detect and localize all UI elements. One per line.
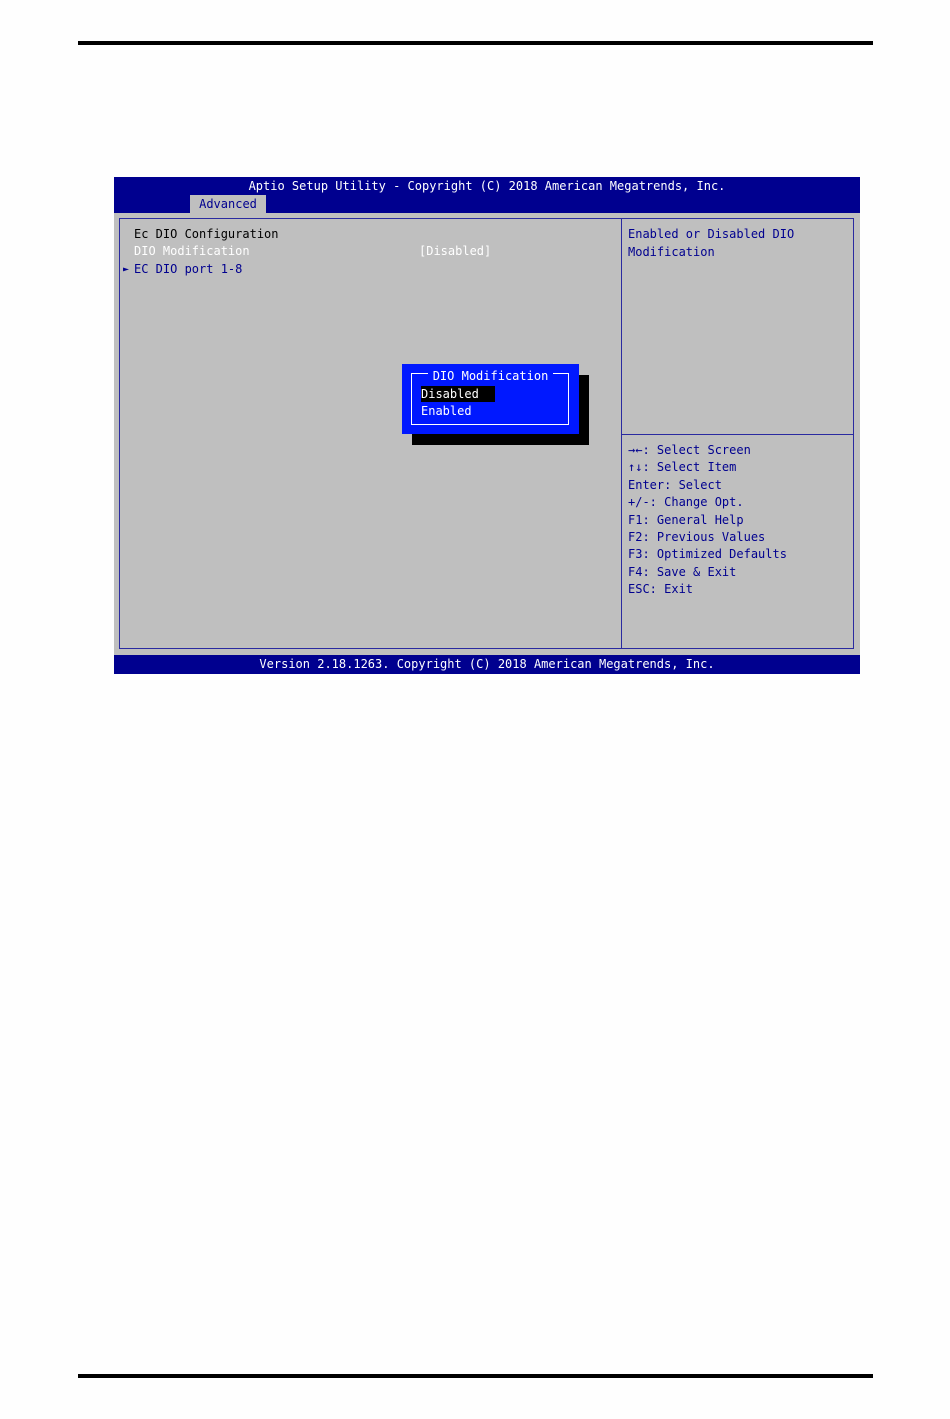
- dio-modification-value[interactable]: [Disabled]: [419, 244, 492, 258]
- title-text: Aptio Setup Utility - Copyright (C) 2018 American Megatrends, Inc.: [248, 179, 726, 193]
- dio-modification-option[interactable]: DIO Modification: [134, 244, 250, 258]
- key-hint: →←: Select Screen: [628, 443, 751, 457]
- page-top-rule: [78, 41, 873, 45]
- bios-setup-screen: [114, 177, 860, 674]
- popup-title: [402, 365, 579, 384]
- help-divider: [622, 434, 854, 435]
- popup-title-text: DIO Modification: [428, 369, 554, 383]
- title-bar: [114, 177, 860, 213]
- key-hint: F1: General Help: [628, 512, 744, 527]
- key-legend: [628, 442, 787, 599]
- page-bottom-rule: [78, 1374, 873, 1378]
- key-hint: +/-: Change Opt.: [628, 495, 744, 510]
- key-hint: ↑↓: Select Item: [628, 460, 737, 475]
- section-heading: Ec DIO Configuration: [134, 227, 279, 241]
- footer-version: Version 2.18.1263. Copyright (C) 2018 American Megatrends, Inc.: [114, 655, 860, 674]
- key-hint: F3: Optimized Defaults: [628, 547, 787, 562]
- submenu-arrow-icon: ►: [123, 264, 130, 275]
- tab-advanced[interactable]: Advanced: [190, 195, 266, 213]
- key-hint: Enter: Select: [628, 477, 722, 492]
- popup-option-enabled[interactable]: Enabled: [421, 404, 472, 418]
- dio-modification-popup: [402, 364, 579, 434]
- help-description: Enabled or Disabled DIO Modification: [628, 227, 795, 259]
- key-hint: ESC: Exit: [628, 582, 694, 597]
- popup-option-disabled[interactable]: Disabled: [421, 386, 495, 402]
- key-hint: F4: Save & Exit: [628, 564, 737, 579]
- submenu-ec-dio-port[interactable]: EC DIO port 1-8: [134, 262, 243, 276]
- key-hint: F2: Previous Values: [628, 530, 766, 545]
